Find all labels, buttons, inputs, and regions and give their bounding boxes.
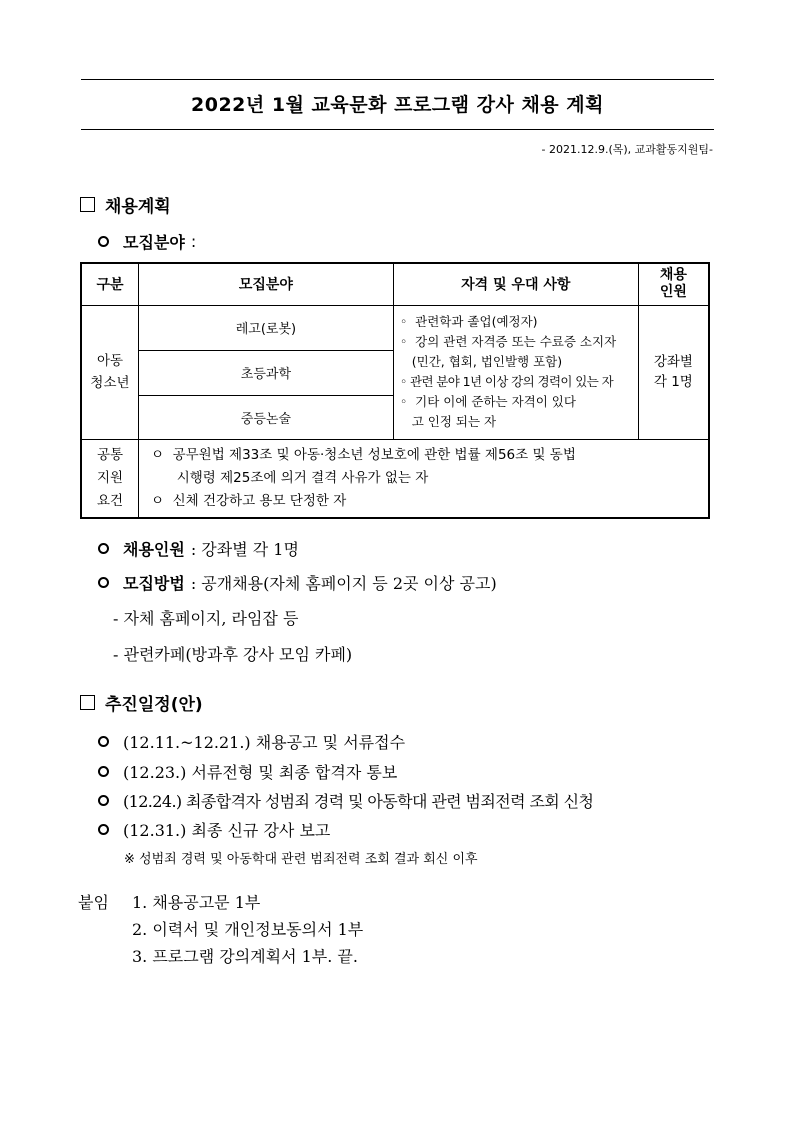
section-heading: 추진일정(안): [105, 695, 203, 715]
schedule-note: ※ 성범죄 경력 및 아동학대 관련 범죄전력 조회 결과 회신 이후: [124, 852, 478, 867]
requirement-line: ㅇ 공무원법 제33조 및 아동·청소년 성보호에 관한 법률 제56조 및 동법: [150, 446, 576, 463]
circle-bullet-icon: [98, 824, 109, 835]
table-row-common: [81, 439, 709, 518]
schedule-item: (12.11.~12.21.) 채용공고 및 서류접수: [98, 730, 405, 753]
common-requirements-cell: [138, 439, 709, 518]
attachment-label: 붙임: [78, 893, 109, 912]
requirement-line: 시행령 제25조에 의거 결격 사유가 없는 자: [150, 469, 429, 486]
method-item: - 관련카페(방과후 강사 모임 카페): [113, 645, 353, 664]
table-row: [81, 305, 709, 350]
method-value: : 공개채용(자체 홈페이지 등 2곳 이상 공고): [190, 574, 497, 593]
method-label: 모집방법: [123, 574, 185, 593]
top-rule: [81, 79, 714, 80]
title-rule: [81, 129, 714, 130]
section-schedule: [80, 690, 203, 715]
circle-bullet-icon: [98, 577, 109, 588]
attachment-item: 3. 프로그램 강의계획서 1부. 끝.: [132, 947, 358, 966]
document-title: 2022년 1월 교육문화 프로그램 강사 채용 계획: [191, 94, 604, 116]
document-subtitle: - 2021.12.9.(목), 교과활동지원팀-: [541, 143, 713, 156]
header-qualification: 자격 및 우대 사항: [393, 263, 638, 305]
qualification-line: (민간, 협회, 법인발행 포함): [399, 353, 563, 369]
qualification-cell: [393, 305, 638, 439]
bullet-recruit-field: [98, 230, 196, 253]
field-label: 모집분야: [123, 233, 185, 252]
circle-bullet-icon: [98, 766, 109, 777]
requirement-line: ㅇ 신체 건강하고 용모 단정한 자: [150, 492, 347, 509]
checkbox-square-icon: [80, 695, 95, 710]
circle-bullet-icon: [98, 736, 109, 747]
method-item: - 자체 홈페이지, 라임잡 등: [113, 609, 299, 628]
qualification-line: ◦ 강의 관련 자격증 또는 수료증 소지자: [399, 333, 617, 349]
qualification-line: ◦ 관련학과 졸업(예정자): [399, 313, 538, 329]
common-label-cell: 공통 지원 요건: [81, 439, 138, 518]
field-cell: 초등과학: [138, 350, 393, 395]
checkbox-square-icon: [80, 197, 95, 212]
field-colon: :: [190, 232, 197, 251]
schedule-item: (12.23.) 서류전형 및 최종 합격자 통보: [98, 760, 397, 783]
header-field: 모집분야: [138, 263, 393, 305]
section-heading: 채용계획: [105, 197, 171, 217]
header-count: 채용 인원: [638, 263, 709, 305]
schedule-item: (12.24.) 최종합격자 성범죄 경력 및 아동학대 관련 범죄전력 조회 신청: [98, 789, 593, 812]
circle-bullet-icon: [98, 543, 109, 554]
attachment-item: 1. 채용공고문 1부: [132, 893, 261, 912]
table-header-row: [81, 263, 709, 305]
count-cell: 강좌별 각 1명: [638, 305, 709, 439]
recruitment-table: [80, 262, 710, 519]
hire-value: : 강좌별 각 1명: [190, 540, 299, 559]
circle-bullet-icon: [98, 795, 109, 806]
hire-label: 채용인원: [123, 540, 185, 559]
category-cell: 아동 청소년: [81, 305, 138, 439]
attachment-item: 2. 이력서 및 개인정보동의서 1부: [132, 920, 364, 939]
qualification-line: ◦ 관련 분야 1년 이상 강의 경력이 있는 자: [399, 373, 614, 389]
field-cell: 레고(로봇): [138, 305, 393, 350]
field-cell: 중등논술: [138, 395, 393, 439]
header-category: 구분: [81, 263, 138, 305]
circle-bullet-icon: [98, 236, 109, 247]
bullet-recruit-method: [98, 571, 497, 594]
qualification-line: ◦ 기타 이에 준하는 자격이 있다: [399, 393, 576, 409]
section-recruitment-plan: [80, 192, 171, 217]
schedule-item: (12.31.) 최종 신규 강사 보고: [98, 818, 330, 841]
qualification-line: 고 인정 되는 자: [399, 413, 497, 429]
bullet-hire-count: [98, 537, 299, 560]
